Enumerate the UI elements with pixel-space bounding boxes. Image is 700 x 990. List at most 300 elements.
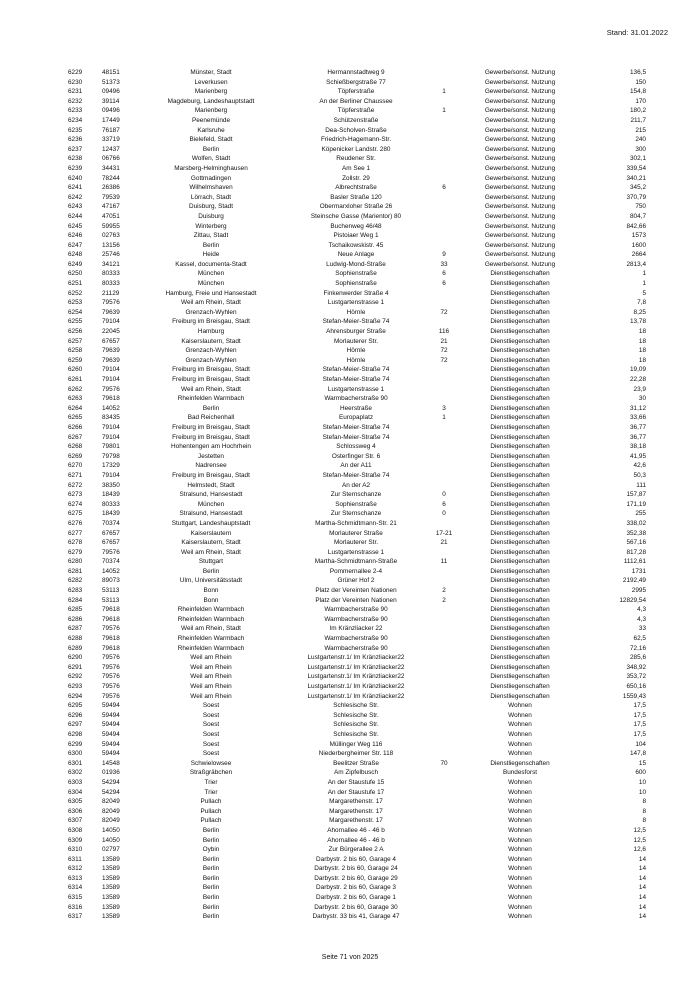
row-number: 6250: [68, 270, 83, 278]
usage-type: Dienstliegenschaften: [490, 500, 550, 508]
row-number: 6243: [68, 203, 83, 211]
area-value: 567,16: [626, 539, 646, 547]
postal-code: 80333: [102, 270, 120, 278]
table-row: [68, 807, 648, 817]
usage-type: Gewerbe/sonst. Nutzung: [484, 88, 556, 96]
table-row: [68, 826, 648, 836]
table-row: [68, 768, 648, 778]
table-row: [68, 509, 648, 519]
usage-type: Dienstliegenschaften: [490, 587, 550, 595]
row-number: 6252: [68, 289, 83, 297]
postal-code: 25746: [102, 251, 120, 259]
street: Finkenwerder Straße 4: [323, 289, 389, 297]
city: Münster, Stadt: [190, 69, 232, 76]
city: Berlin: [202, 865, 220, 873]
usage-type: Dienstliegenschaften: [490, 452, 550, 460]
area-value: 154,8: [630, 88, 646, 96]
table-row: [68, 529, 648, 539]
row-number: 6306: [68, 807, 83, 815]
table-row: [68, 864, 648, 874]
house-number: [426, 471, 462, 481]
city: Lörrach, Stadt: [190, 193, 232, 201]
table-row: [68, 471, 648, 481]
city: Kaiserslautern: [190, 529, 232, 537]
postal-code: 79576: [102, 654, 120, 662]
postal-code: 79104: [102, 423, 120, 431]
postal-code: 12437: [102, 145, 120, 153]
house-number: [426, 883, 462, 893]
postal-code: 79539: [102, 193, 120, 201]
street: Zur Sternschanze: [330, 510, 382, 518]
row-number: 6233: [68, 107, 83, 115]
row-number: 6284: [68, 596, 83, 604]
area-value: 12,5: [633, 836, 646, 844]
street: Im Kränzliacker 22: [329, 625, 383, 633]
usage-type: Wohnen: [508, 836, 532, 844]
table-row: [68, 548, 648, 558]
postal-code: 13589: [102, 913, 120, 921]
city: Winterberg: [195, 222, 227, 230]
area-value: 104: [635, 740, 646, 748]
city: Freiburg im Breisgau, Stadt: [172, 471, 250, 479]
row-number: 6272: [68, 481, 83, 489]
house-number: [426, 711, 462, 721]
city: Kaiserslautern, Stadt: [181, 539, 241, 547]
house-number: [426, 576, 462, 586]
row-number: 6290: [68, 654, 83, 662]
row-number: 6308: [68, 826, 83, 834]
house-number: 21: [440, 337, 448, 345]
usage-type: Dienstliegenschaften: [490, 270, 550, 278]
table-row: [68, 759, 648, 769]
city: Freiburg im Breisgau, Stadt: [172, 423, 250, 431]
usage-type: Wohnen: [508, 711, 532, 719]
usage-type: Gewerbe/sonst. Nutzung: [484, 203, 556, 211]
usage-type: Dienstliegenschaften: [490, 308, 550, 316]
row-number: 6266: [68, 423, 83, 431]
area-value: 17,5: [633, 702, 646, 710]
usage-type: Dienstliegenschaften: [490, 529, 550, 537]
table-row: [68, 317, 648, 327]
city: Straßgräbchen: [189, 769, 233, 777]
city: Stralsund, Hansestadt: [179, 510, 243, 518]
usage-type: Wohnen: [508, 788, 532, 796]
table-row: [68, 78, 648, 88]
house-number: [426, 433, 462, 443]
city: Berlin: [202, 884, 220, 892]
street: Martha-Schmidtmann-Str. 21: [315, 519, 397, 527]
area-value: 72,16: [630, 644, 646, 652]
postal-code: 80333: [102, 500, 120, 508]
postal-code: 79576: [102, 385, 120, 393]
house-number: [426, 145, 462, 155]
area-value: 12,5: [633, 826, 646, 834]
row-number: 6305: [68, 798, 83, 806]
table-row: [68, 903, 648, 913]
house-number: [426, 864, 462, 874]
city: Weil am Rhein: [190, 692, 232, 700]
area-value: 302,1: [630, 155, 646, 163]
city: Marienberg: [194, 107, 228, 115]
postal-code: 13589: [102, 903, 120, 911]
row-number: 6315: [68, 894, 83, 902]
city: Kaiserslautern, Stadt: [181, 337, 241, 345]
table-row: [68, 605, 648, 615]
city: Soest: [202, 730, 220, 738]
usage-type: Wohnen: [508, 778, 532, 786]
city: Nadrensee: [195, 462, 227, 470]
table-row: [68, 135, 648, 145]
house-number: [426, 701, 462, 711]
usage-type: Dienstliegenschaften: [490, 462, 550, 470]
street: An der A11: [340, 462, 372, 470]
postal-code: 79576: [102, 692, 120, 700]
street: Morlauterer Str.: [333, 539, 379, 547]
street: Darbystr. 2 bis 60, Garage 24: [314, 865, 398, 873]
street: Sophienstraße: [335, 280, 377, 288]
row-number: 6295: [68, 702, 83, 710]
usage-type: Dienstliegenschaften: [490, 481, 550, 489]
house-number: 70: [440, 759, 448, 767]
usage-type: Dienstliegenschaften: [490, 414, 550, 422]
usage-type: Gewerbe/sonst. Nutzung: [484, 232, 556, 240]
city: Weil am Rhein: [190, 654, 232, 662]
street: Buchenweg 46/48: [330, 222, 382, 230]
row-number: 6314: [68, 884, 83, 892]
postal-code: 53113: [102, 596, 120, 604]
city: Berlin: [202, 836, 220, 844]
area-value: 2813,4: [626, 260, 646, 268]
city: Rheinfelden Warmbach: [177, 395, 245, 403]
house-number: [426, 423, 462, 433]
street: Stefan-Meier-Straße 74: [322, 366, 390, 374]
row-number: 6246: [68, 232, 83, 240]
house-number: [426, 740, 462, 750]
row-number: 6254: [68, 308, 83, 316]
row-number: 6292: [68, 673, 83, 681]
table-row: [68, 116, 648, 126]
city: Weil am Rhein, Stadt: [181, 299, 241, 307]
usage-type: Dienstliegenschaften: [490, 356, 550, 364]
row-number: 6276: [68, 519, 83, 527]
table-row: [68, 557, 648, 567]
postal-code: 14052: [102, 567, 120, 575]
usage-type: Dienstliegenschaften: [490, 673, 550, 681]
house-number: [426, 452, 462, 462]
row-number: 6256: [68, 328, 83, 336]
area-value: 38,18: [630, 443, 646, 451]
row-number: 6298: [68, 730, 83, 738]
house-number: 6: [442, 270, 446, 278]
area-value: 36,77: [630, 433, 646, 441]
area-value: 1: [642, 270, 646, 278]
table-row: [68, 375, 648, 385]
city: Stuttgart: [198, 558, 224, 566]
postal-code: 89073: [102, 577, 120, 585]
house-number: [426, 442, 462, 452]
city: Weil am Rhein, Stadt: [181, 548, 241, 556]
area-value: 13,78: [630, 318, 646, 326]
row-number: 6289: [68, 644, 83, 652]
city: Berlin: [202, 567, 220, 575]
street: Ahornallee 46 - 46 b: [327, 826, 385, 834]
postal-code: 13589: [102, 894, 120, 902]
usage-type: Dienstliegenschaften: [490, 577, 550, 585]
postal-code: 67657: [102, 539, 120, 547]
street: Darbystr. 2 bis 60, Garage 29: [314, 874, 398, 882]
table-row: [68, 327, 648, 337]
usage-type: Gewerbe/sonst. Nutzung: [484, 97, 556, 105]
row-number: 6263: [68, 395, 83, 403]
area-value: 170: [635, 97, 646, 105]
usage-type: Dienstliegenschaften: [490, 404, 550, 412]
house-number: [426, 778, 462, 788]
house-number: [426, 116, 462, 126]
area-value: 1600: [631, 241, 646, 249]
postal-code: 14050: [102, 836, 120, 844]
postal-code: 79104: [102, 318, 120, 326]
usage-type: Dienstliegenschaften: [490, 491, 550, 499]
table-row: [68, 663, 648, 673]
table-row: [68, 241, 648, 251]
city: München: [197, 500, 225, 508]
postal-code: 47051: [102, 212, 120, 220]
table-row: [68, 356, 648, 366]
street: Am Zipfelbusch: [333, 769, 379, 777]
area-value: 12829,54: [619, 596, 646, 604]
street: An der Staustufe 15: [327, 778, 385, 786]
postal-code: 13589: [102, 874, 120, 882]
table-row: [68, 519, 648, 529]
city: Rheinfelden Warmbach: [177, 606, 245, 614]
row-number: 6274: [68, 500, 83, 508]
area-value: 211,7: [630, 116, 646, 124]
area-value: 50,3: [633, 471, 646, 479]
city: Berlin: [202, 874, 220, 882]
city: Berlin: [202, 826, 220, 834]
house-number: 21: [440, 539, 448, 547]
area-value: 1559,43: [622, 692, 646, 700]
postal-code: 59494: [102, 750, 120, 758]
usage-type: Wohnen: [508, 865, 532, 873]
city: Leverkusen: [194, 78, 228, 86]
house-number: 6: [442, 184, 446, 192]
property-table: [68, 68, 648, 922]
city: Heide: [202, 251, 220, 259]
postal-code: 79798: [102, 452, 120, 460]
area-value: 157,87: [626, 491, 646, 499]
house-number: 11: [440, 558, 448, 566]
table-row: [68, 711, 648, 721]
table-row: [68, 461, 648, 471]
row-number: 6293: [68, 683, 83, 690]
usage-type: Wohnen: [508, 702, 532, 710]
postal-code: 14050: [102, 826, 120, 834]
house-number: [426, 826, 462, 836]
area-value: 1573: [631, 232, 646, 240]
area-value: 14: [638, 884, 646, 892]
house-number: [426, 692, 462, 702]
usage-type: Wohnen: [508, 750, 532, 758]
row-number: 6253: [68, 299, 83, 307]
postal-code: 79618: [102, 644, 120, 652]
street: Schlesische Str.: [333, 711, 379, 719]
city: Weil am Rhein: [190, 663, 232, 671]
house-number: [426, 788, 462, 798]
postal-code: 18439: [102, 491, 120, 499]
row-number: 6302: [68, 769, 83, 777]
postal-code: 79618: [102, 615, 120, 623]
house-number: [426, 154, 462, 164]
area-value: 23,9: [633, 385, 646, 393]
house-number: 1: [442, 88, 446, 96]
street: Stefan-Meier-Straße 74: [322, 318, 390, 326]
city: Weil am Rhein: [190, 673, 232, 681]
area-value: 285,6: [630, 654, 646, 662]
table-row: [68, 250, 648, 260]
postal-code: 54294: [102, 788, 120, 796]
row-number: 6297: [68, 721, 83, 729]
row-number: 6286: [68, 615, 83, 623]
area-value: 2664: [631, 251, 646, 259]
table-row: [68, 893, 648, 903]
city: Weil am Rhein: [190, 683, 232, 690]
usage-type: Wohnen: [508, 817, 532, 825]
usage-type: Gewerbe/sonst. Nutzung: [484, 164, 556, 172]
row-number: 6260: [68, 366, 83, 374]
table-row: [68, 682, 648, 692]
area-value: 171,19: [626, 500, 646, 508]
street: Platz der Vereinten Nationen: [315, 596, 397, 604]
house-number: [426, 375, 462, 385]
postal-code: 79576: [102, 548, 120, 556]
area-value: 180,2: [630, 107, 646, 115]
city: Berlin: [202, 894, 220, 902]
table-row: [68, 269, 648, 279]
table-row: [68, 97, 648, 107]
area-value: 17,5: [633, 730, 646, 738]
postal-code: 13589: [102, 865, 120, 873]
table-row: [68, 106, 648, 116]
street: Schlesische Str.: [333, 721, 379, 729]
house-number: [426, 644, 462, 654]
postal-code: 79104: [102, 376, 120, 383]
postal-code: 14548: [102, 759, 120, 767]
area-value: 804,7: [630, 212, 646, 220]
city: Soest: [202, 711, 220, 719]
postal-code: 79576: [102, 683, 120, 690]
row-number: 6287: [68, 625, 83, 633]
city: Magdeburg, Landeshauptstadt: [167, 97, 255, 105]
postal-code: 51373: [102, 78, 120, 86]
house-number: [426, 855, 462, 865]
area-value: 14: [638, 903, 646, 911]
row-number: 6278: [68, 539, 83, 547]
table-row: [68, 413, 648, 423]
postal-code: 82049: [102, 798, 120, 806]
usage-type: Dienstliegenschaften: [490, 558, 550, 566]
street: An der A2: [341, 481, 371, 489]
house-number: [426, 807, 462, 817]
street: Darbystr. 33 bis 41, Garage 47: [312, 913, 400, 921]
usage-type: Dienstliegenschaften: [490, 280, 550, 288]
area-value: 300: [635, 145, 646, 153]
house-number: [426, 720, 462, 730]
table-row: [68, 816, 648, 826]
postal-code: 83435: [102, 414, 120, 422]
table-row: [68, 87, 648, 97]
row-number: 6245: [68, 222, 83, 230]
house-number: 72: [440, 308, 448, 316]
city: Berlin: [202, 241, 220, 249]
area-value: 750: [635, 203, 646, 211]
row-number: 6279: [68, 548, 83, 556]
postal-code: 18439: [102, 510, 120, 518]
table-row: [68, 346, 648, 356]
street: Ahornallee 46 - 46 b: [327, 836, 385, 844]
table-row: [68, 442, 648, 452]
row-number: 6262: [68, 385, 83, 393]
postal-code: 70374: [102, 558, 120, 566]
city: Soest: [202, 721, 220, 729]
area-value: 2192,49: [622, 577, 646, 585]
street: Niederbergheimer Str. 118: [318, 750, 394, 758]
city: Stuttgart, Landeshauptstadt: [171, 519, 251, 527]
usage-type: Wohnen: [508, 798, 532, 806]
usage-type: Wohnen: [508, 894, 532, 902]
usage-type: Wohnen: [508, 903, 532, 911]
city: Zittau, Stadt: [193, 232, 229, 240]
street: Albrechtstraße: [335, 184, 377, 192]
usage-type: Gewerbe/sonst. Nutzung: [484, 241, 556, 249]
house-number: [426, 567, 462, 577]
usage-type: Wohnen: [508, 884, 532, 892]
street: Warmbacherstraße 90: [324, 644, 388, 652]
city: Jestetten: [198, 452, 224, 460]
house-number: [426, 845, 462, 855]
table-row: [68, 855, 648, 865]
street: Grüner Hof 2: [337, 577, 375, 585]
street: Müllinger Weg 116: [329, 740, 383, 748]
street: An der Staustufe 17: [327, 788, 385, 796]
house-number: [426, 730, 462, 740]
street: Stefan-Meier-Straße 74: [322, 433, 390, 441]
row-number: 6307: [68, 817, 83, 825]
area-value: 2995: [631, 587, 646, 595]
house-number: [426, 749, 462, 759]
area-value: 14: [638, 855, 646, 863]
area-value: 4,3: [637, 615, 646, 623]
usage-type: Gewerbe/sonst. Nutzung: [484, 145, 556, 153]
street: Martha-Schmidtmann-Straße: [314, 558, 398, 566]
table-row: [68, 212, 648, 222]
usage-type: Dienstliegenschaften: [490, 510, 550, 518]
stand-date: Stand: 31.01.2022: [606, 28, 668, 37]
table-row: [68, 154, 648, 164]
area-value: 17,5: [633, 711, 646, 719]
area-value: 15: [638, 759, 646, 767]
table-row: [68, 615, 648, 625]
usage-type: Wohnen: [508, 721, 532, 729]
table-row: [68, 586, 648, 596]
house-number: 2: [442, 587, 446, 595]
postal-code: 59494: [102, 702, 120, 710]
row-number: 6242: [68, 193, 83, 201]
usage-type: Gewerbe/sonst. Nutzung: [484, 78, 556, 86]
row-number: 6235: [68, 126, 83, 134]
usage-type: Dienstliegenschaften: [490, 385, 550, 393]
row-number: 6268: [68, 443, 83, 451]
